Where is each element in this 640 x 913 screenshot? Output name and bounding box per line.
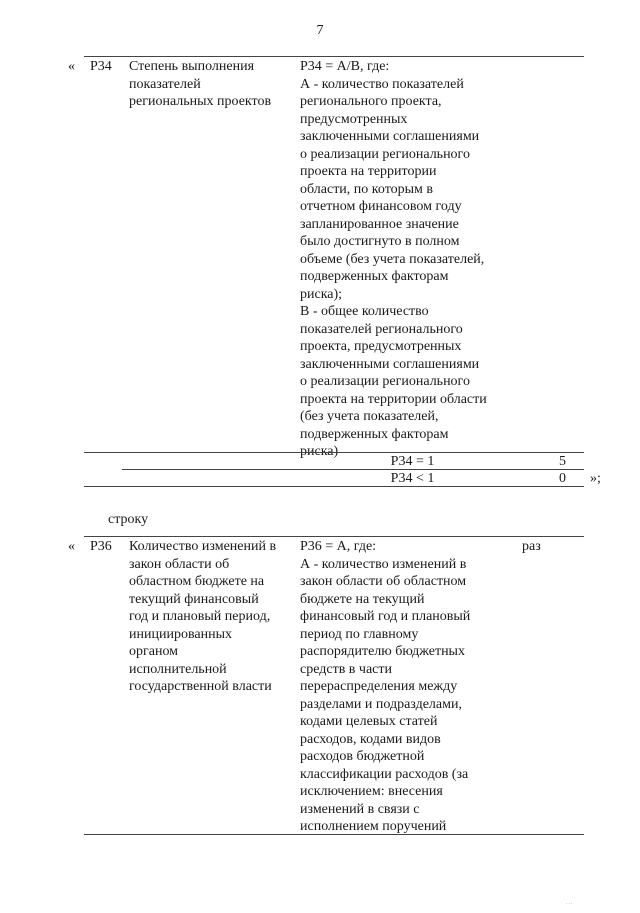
score-condition-2: Р34 < 1 — [390, 471, 435, 486]
opening-quote-2: « — [68, 539, 75, 554]
table2-bottom-rule — [84, 834, 584, 835]
score-condition-1: Р34 = 1 — [390, 454, 435, 469]
indicator-formula-p34: Р34 = А/В, где: А - количество показателей регионального проекта, предусмотренных заключенными соглашениями о реализации регионального проекта на территории области, по которым в отчетном финансовом году запланированное значение было достигнуто в полном объеме (без учета показателей, подверженных факторам риска); В - общее количество показателей регионального проекта, предусмотренных заключенными соглашениями о реализации регионального проекта на территории области (без учета показателей, подверженных факторам риска) — [300, 59, 487, 459]
table-top-rule — [84, 56, 584, 57]
indicator-code-p34: Р34 — [90, 59, 112, 74]
opening-quote: « — [68, 59, 75, 74]
word-stroku: строку — [108, 512, 149, 527]
indicator-name-p36: Количество изменений в закон области об областном бюджете на текущий финансовый год и плановый период, инициированных органом исполнительной государственной власти — [129, 539, 277, 694]
scan-footer-marks: ... — [566, 900, 574, 906]
closing-quote: »; — [590, 471, 601, 486]
indicator-code-p36: Р36 — [90, 539, 112, 554]
table2-top-rule — [84, 536, 584, 537]
indicator-name-p34: Степень выполнения показателей региональных проектов — [129, 59, 272, 109]
page-number: 7 — [316, 23, 324, 38]
indicator-formula-p36: Р36 = А, где: А - количество изменений в закон области об областном бюджете на текущий финансовый год и плановый период по главному распорядителю бюджетных средств в части перераспределения между разделами и подразделами, кодами целевых статей расходов, кодами видов расходов бюджетной классификации расходов (за исключением: внесения изменений в связи с исполнением поручений — [300, 539, 471, 834]
score-value-2: 0 — [559, 471, 566, 486]
indicator-unit-p36: раз — [522, 539, 541, 554]
score-value-1: 5 — [559, 454, 566, 469]
table-bottom-rule — [84, 486, 584, 487]
